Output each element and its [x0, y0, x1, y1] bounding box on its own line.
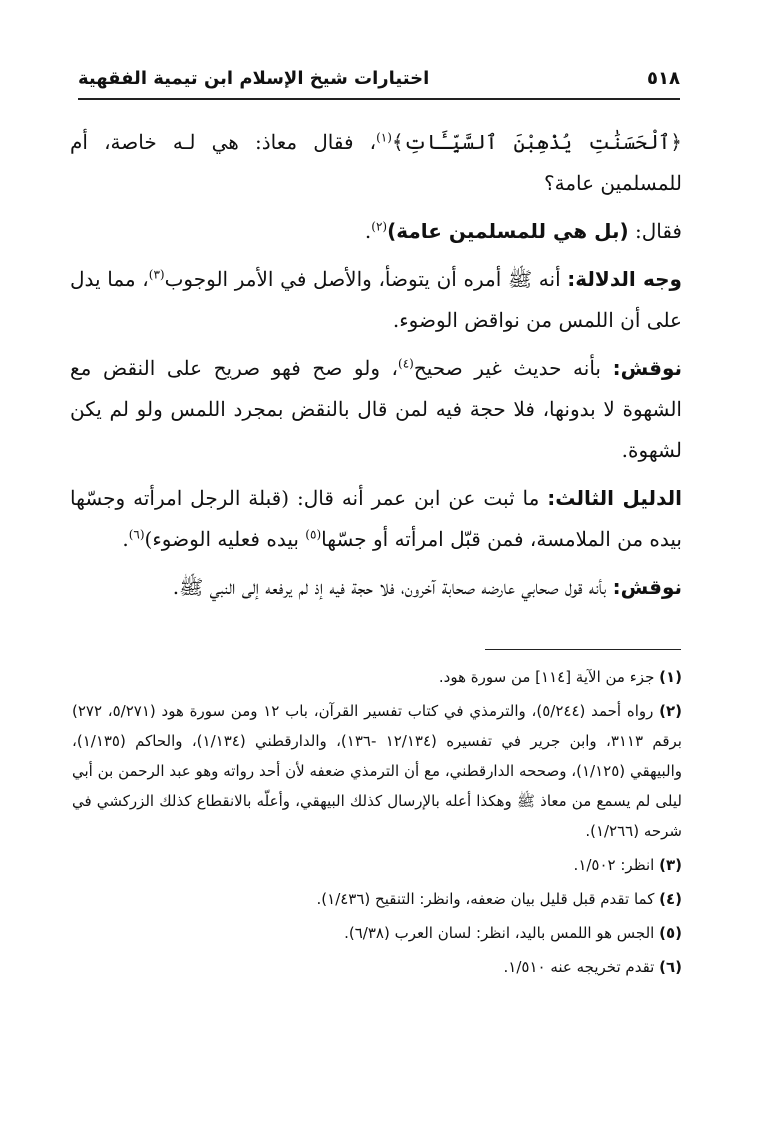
footnote-ref-3[interactable]: (٣)	[148, 267, 165, 282]
footnote-text: الجس هو اللمس باليد، انظر: لسان العرب (٦/٣٨).	[344, 924, 655, 942]
paragraph-5-end: .	[122, 527, 129, 551]
footnote-text: انظر: ١/٥٠٢.	[573, 856, 655, 874]
paragraph-2	[70, 211, 682, 252]
hadith-quote: (بل هي للمسلمين عامة)	[387, 219, 629, 243]
main-text	[70, 122, 682, 615]
label-third-evidence: الدليل الثالث:	[547, 486, 682, 510]
paragraph-3	[70, 259, 682, 341]
footnote-6	[72, 952, 682, 982]
label-evidence-point: وجه الدلالة:	[567, 267, 682, 291]
footnote-ref-2[interactable]: (٢)	[371, 219, 388, 234]
paragraph-1-text: ، فقال معاذ: هي لـه خاصة، أم للمسلمين عامة؟	[70, 130, 682, 195]
footnote-number: (٤)	[659, 890, 682, 908]
footnotes	[72, 662, 682, 986]
footnote-ref-5[interactable]: (٥)	[305, 527, 322, 542]
footnote-number: (٦)	[659, 958, 682, 976]
footnote-text: تقدم تخريجه عنه ١/٥١٠.	[503, 958, 655, 976]
footnote-number: (١)	[659, 668, 682, 686]
footnote-ref-1[interactable]: (١)	[376, 130, 392, 145]
paragraph-6-text: بأنه قول صحابي عارضه صحابة آخرون، فلا حجة فيه إذ لم يرفعه إلى النبي ﷺ.	[172, 575, 613, 599]
paragraph-5-text-b: بيده فعليه الوضوء)	[144, 527, 306, 551]
header-rule	[78, 98, 680, 100]
footnote-3	[72, 850, 682, 880]
paragraph-2-lead: فقال:	[628, 219, 682, 243]
running-title: اختيارات شيخ الإسلام ابن تيمية الفقهية	[78, 68, 430, 89]
footnote-4	[72, 884, 682, 914]
footnote-ref-4[interactable]: (٤)	[398, 356, 414, 371]
paragraph-3-text-a: أنه ﷺ أمره أن يتوضأ، والأصل في الأمر الوجوب	[164, 267, 568, 291]
paragraph-4	[70, 348, 682, 471]
page-header	[78, 66, 680, 100]
paragraph-3-text-b: ، مما يدل على أن اللمس من نواقض الوضوء.	[70, 267, 682, 332]
footnote-1	[72, 662, 682, 692]
paragraph-5	[70, 478, 682, 560]
paragraph-2-end: .	[364, 219, 372, 243]
footnote-text: كما تقدم قبل قليل بيان ضعفه، وانظر: التنقيح (١/٤٣٦).	[316, 890, 655, 908]
paragraph-6	[70, 567, 682, 608]
footnote-ref-6[interactable]: (٦)	[128, 527, 145, 542]
paragraph-4-text-a: بأنه حديث غير صحيح	[413, 356, 613, 380]
paragraph-1	[70, 122, 682, 204]
quran-verse: ﴿ٱلْحَسَنَٰتِ يُذْهِبْنَ ٱلسَّيِّـَٔاتِ﴾	[391, 130, 682, 154]
footnote-number: (٥)	[659, 924, 682, 942]
footnote-text: جزء من الآية [١١٤] من سورة هود.	[438, 668, 655, 686]
paragraph-5-text-a: ما ثبت عن ابن عمر أنه قال: (قبلة الرجل امرأته وجسّها بيده من الملامسة، فمن قبّل امرأته أو جسّها	[70, 486, 682, 551]
footnote-2	[72, 696, 682, 846]
footnote-5	[72, 918, 682, 948]
label-discussed: نوقش:	[612, 356, 683, 380]
page-number: ٥١٨	[647, 68, 680, 89]
footnote-separator	[485, 649, 681, 650]
footnote-number: (٢)	[659, 702, 682, 720]
label-discussed-2: نوقش:	[612, 575, 682, 599]
footnote-text: رواه أحمد (٥/٢٤٤)، والترمذي في كتاب تفسير القرآن، باب ١٢ ومن سورة هود (٥/٢٧١، ٢٧٢) برقم ٣١١٣، وابن جرير في تفسيره (١٢/١٣٤ -١٣٦)، والدارقطني (١/١٣٤)، والحاكم (١/١٣٥)، والبيهقي (١/١٢٥)، وصححه الدارقطني، مع أن الترمذي ضعفه لأن أحد رواته وهو عبد الرحمن بن أبي ليلى لم يسمع من معاذ ﷺ وهكذا أعله بالإرسال كذلك البيهقي، وأعلّه بالانقطاع كذلك الزركشي في شرحه (١/٢٦٦).	[72, 702, 682, 840]
footnote-number: (٣)	[659, 856, 682, 874]
paragraph-4-text-b: ، ولو صح فهو صريح على النقض مع الشهوة لا بدونها، فلا حجة فيه لمن قال بالنقض بمجرد اللمس ولو لم يكن لشهوة.	[70, 356, 682, 462]
